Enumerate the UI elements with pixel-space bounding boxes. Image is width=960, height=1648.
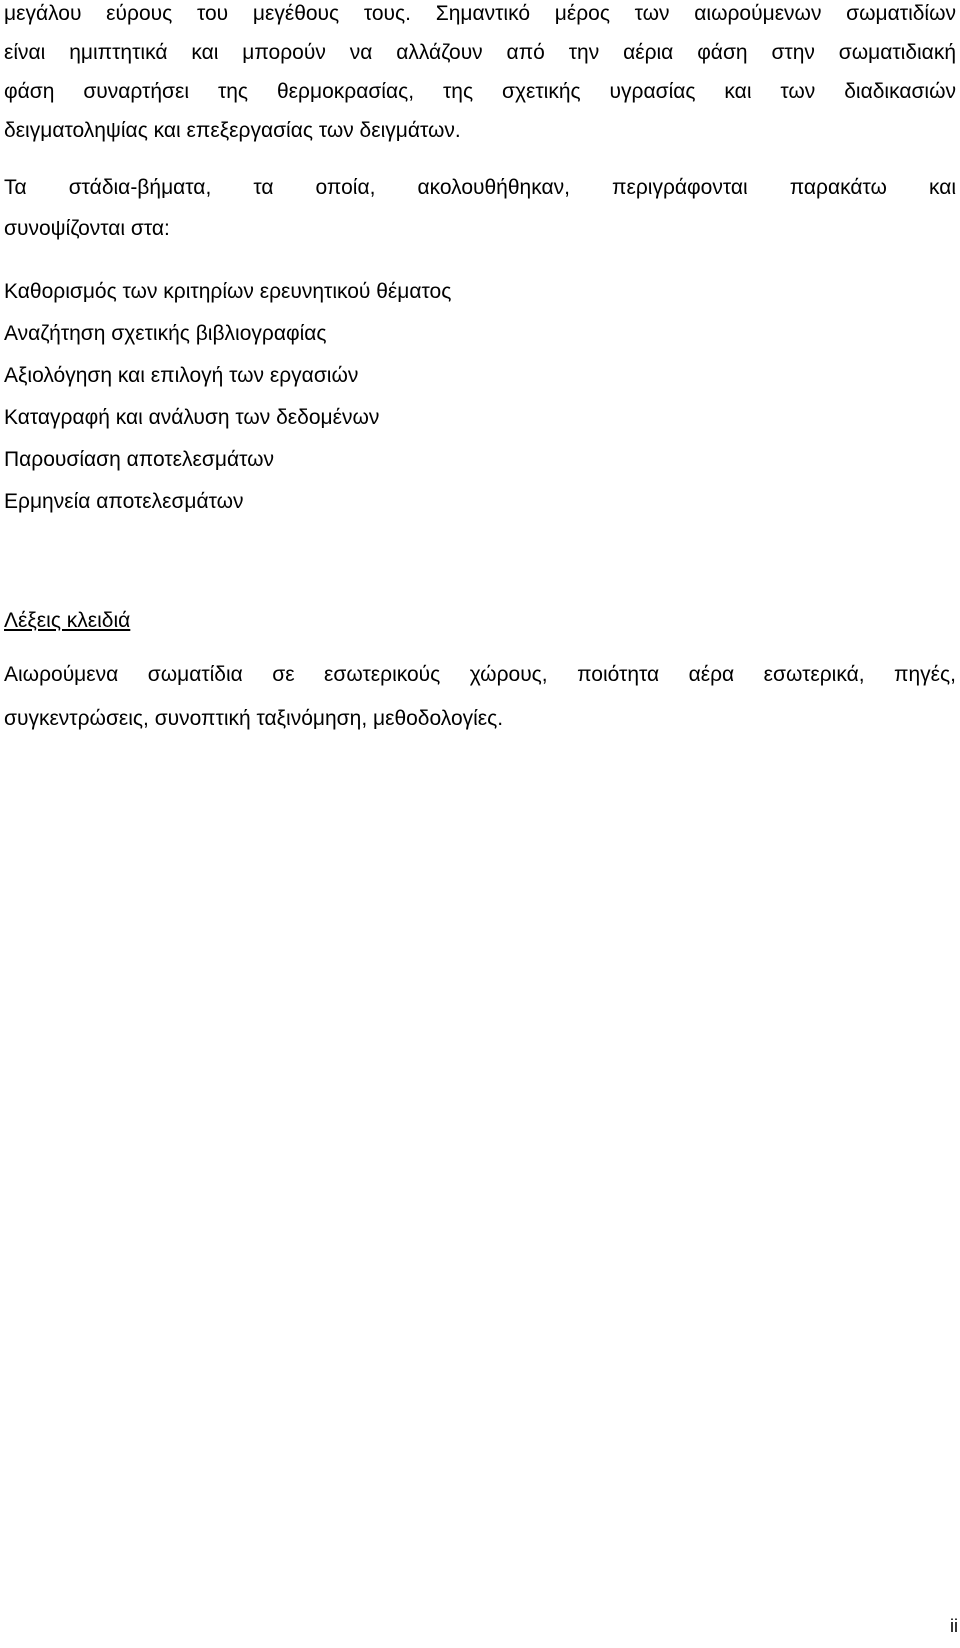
keywords-heading: Λέξεις κλειδιά [4, 609, 131, 632]
paragraph1-line-3: φάση συναρτήσει της θερμοκρασίας, της σχετικής υγρασίας και των διαδικασιών [4, 80, 956, 103]
step-item: Καθορισμός των κριτηρίων ερευνητικού θέματος [4, 280, 452, 303]
step-item: Παρουσίαση αποτελεσμάτων [4, 448, 274, 471]
paragraph1-line-4: δειγματοληψίας και επεξεργασίας των δειγμάτων. [4, 119, 461, 142]
paragraph1-line-1: μεγάλου εύρους του μεγέθους τους. Σημαντικό μέρος των αιωρούμενων σωματιδίων [4, 2, 956, 25]
keywords-line-2: συγκεντρώσεις, συνοπτική ταξινόμηση, μεθοδολογίες. [4, 707, 504, 730]
paragraph1-line-2: είναι ημιπτητικά και μπορούν να αλλάζουν από την αέρια φάση στην σωματιδιακή [4, 41, 956, 64]
step-item: Αναζήτηση σχετικής βιβλιογραφίας [4, 322, 327, 345]
step-item: Αξιολόγηση και επιλογή των εργασιών [4, 364, 359, 387]
paragraph2-line-1: Τα στάδια-βήματα, τα οποία, ακολουθήθηκαν, περιγράφονται παρακάτω και [4, 176, 956, 199]
keywords-line-1: Αιωρούμενα σωματίδια σε εσωτερικούς χώρους, ποιότητα αέρα εσωτερικά, πηγές, [4, 663, 956, 686]
step-item: Καταγραφή και ανάλυση των δεδομένων [4, 406, 380, 429]
page-number: ii [950, 1616, 958, 1636]
step-item: Ερμηνεία αποτελεσμάτων [4, 490, 244, 513]
paragraph2-line-2: συνοψίζονται στα: [4, 217, 170, 240]
